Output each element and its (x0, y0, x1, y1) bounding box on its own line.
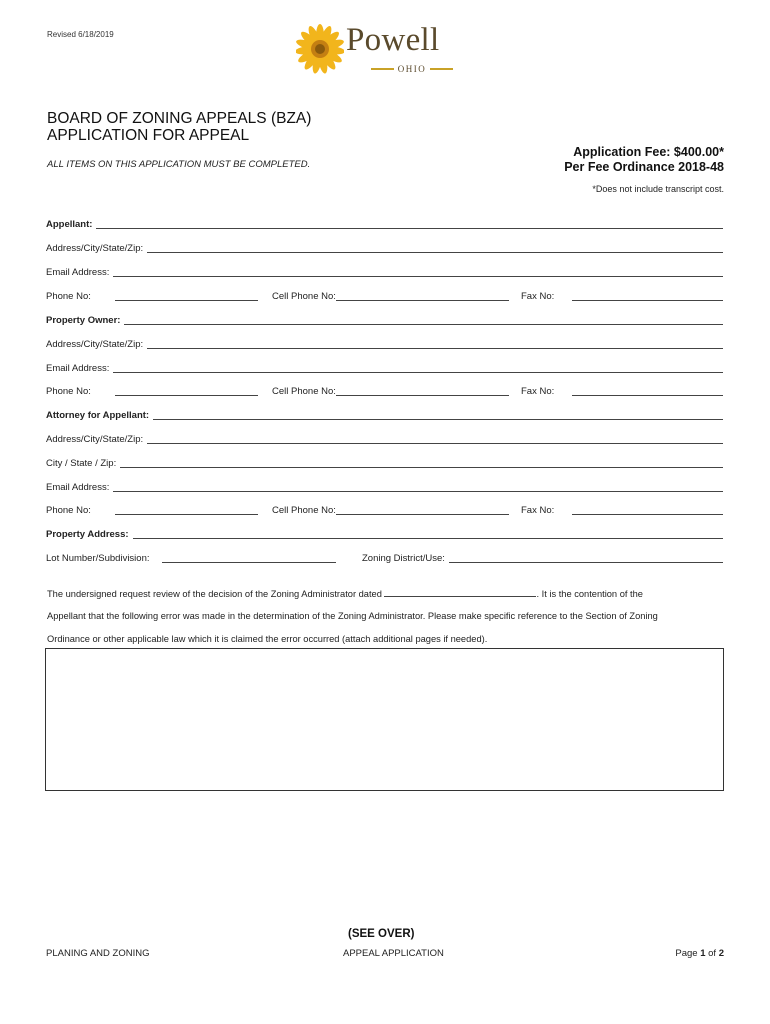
appellant-email-row (46, 264, 723, 278)
attorney-email-field[interactable] (113, 482, 723, 492)
owner-row (46, 312, 723, 326)
page-prefix: Page (675, 948, 698, 959)
appellant-phone-field[interactable] (115, 291, 258, 301)
attorney-label: Attorney for Appellant: (46, 410, 150, 421)
appellant-address-row (46, 240, 723, 254)
error-description-box[interactable] (45, 648, 724, 791)
sunflower-icon (296, 22, 344, 76)
review-request-text: The undersigned request review of the decision of the Zoning Administrator dated (47, 589, 382, 599)
lot-zoning-row (46, 550, 723, 564)
attorney-fax-field[interactable] (572, 505, 723, 515)
attorney-cell-field[interactable] (336, 505, 509, 515)
review-request-line (47, 587, 643, 599)
revised-date: Revised 6/18/2019 (47, 30, 114, 39)
lot-field[interactable] (162, 553, 337, 563)
fee-amount: Application Fee: $400.00* (573, 145, 724, 159)
attorney-field[interactable] (153, 410, 723, 420)
form-title (47, 110, 311, 144)
attorney-city-field[interactable] (120, 458, 723, 468)
error-statement-line: Appellant that the following error was made in the determination of the Zoning Administrator. Please make specific reference to the Section of Zoning (47, 611, 658, 621)
appellant-phone-row (46, 288, 723, 302)
lot-label: Lot Number/Subdivision: (46, 553, 150, 564)
logo-state-text: OHIO (397, 64, 427, 74)
attorney-phone-field[interactable] (115, 505, 258, 515)
attorney-fax-label: Fax No: (521, 505, 555, 516)
zoning-district-field[interactable] (449, 553, 723, 563)
property-address-label: Property Address: (46, 529, 129, 540)
property-address-row (46, 526, 723, 540)
footer-department: PLANING AND ZONING (46, 948, 150, 959)
contention-text: . It is the contention of the (536, 589, 643, 599)
property-address-field[interactable] (133, 529, 723, 539)
powell-logo (296, 20, 476, 80)
owner-cell-field[interactable] (336, 386, 509, 396)
appellant-fax-field[interactable] (572, 291, 723, 301)
owner-phone-label: Phone No: (46, 386, 91, 397)
attorney-cell-label: Cell Phone No: (272, 505, 336, 516)
appellant-address-field[interactable] (147, 243, 723, 253)
title-line-1: BOARD OF ZONING APPEALS (BZA) (47, 110, 312, 127)
fee-ordinance: Per Fee Ordinance 2018-48 (564, 160, 724, 174)
owner-cell-label: Cell Phone No: (272, 386, 336, 397)
appellant-field[interactable] (96, 219, 723, 229)
attorney-city-label: City / State / Zip: (46, 458, 117, 469)
appellant-phone-label: Phone No: (46, 291, 91, 302)
owner-address-label: Address/City/State/Zip: (46, 339, 144, 350)
appellant-email-field[interactable] (113, 267, 723, 277)
ordinance-reference-line: Ordinance or other applicable law which it is claimed the error occurred (attach additional pages if needed). (47, 634, 488, 644)
owner-label: Property Owner: (46, 315, 121, 326)
owner-phone-field[interactable] (115, 386, 258, 396)
attorney-city-row (46, 455, 723, 469)
attorney-email-label: Email Address: (46, 482, 110, 493)
appellant-email-label: Email Address: (46, 267, 110, 278)
owner-email-label: Email Address: (46, 363, 110, 374)
footer-page-number (675, 948, 724, 959)
appellant-label: Appellant: (46, 219, 93, 230)
zoning-district-label: Zoning District/Use: (362, 553, 445, 564)
decision-date-field[interactable] (384, 587, 536, 597)
title-line-2: APPLICATION FOR APPEAL (47, 127, 250, 144)
fee-note: *Does not include transcript cost. (592, 184, 724, 194)
owner-fax-label: Fax No: (521, 386, 555, 397)
see-over-note: (SEE OVER) (348, 928, 415, 940)
owner-email-row (46, 360, 723, 374)
application-fee (564, 145, 724, 175)
completion-notice: ALL ITEMS ON THIS APPLICATION MUST BE COMPLETED. (47, 159, 311, 170)
owner-field[interactable] (124, 315, 723, 325)
attorney-phone-label: Phone No: (46, 505, 91, 516)
attorney-address-field[interactable] (147, 434, 723, 444)
attorney-row (46, 407, 723, 421)
owner-email-field[interactable] (113, 363, 723, 373)
attorney-email-row (46, 479, 723, 493)
logo-state (371, 64, 453, 74)
footer-document-name: APPEAL APPLICATION (343, 948, 444, 959)
owner-fax-field[interactable] (572, 386, 723, 396)
logo-wordmark: Powell (346, 22, 440, 58)
appellant-address-label: Address/City/State/Zip: (46, 243, 144, 254)
page-current: 1 (700, 948, 706, 959)
appellant-fax-label: Fax No: (521, 291, 555, 302)
owner-phone-row (46, 383, 723, 397)
owner-address-field[interactable] (147, 339, 723, 349)
page-total: 2 (718, 948, 724, 959)
owner-address-row (46, 336, 723, 350)
appellant-row (46, 216, 723, 230)
page-of: of (708, 948, 717, 959)
attorney-phone-row (46, 502, 723, 516)
attorney-address-row (46, 431, 723, 445)
appellant-cell-field[interactable] (336, 291, 509, 301)
attorney-address-label: Address/City/State/Zip: (46, 434, 144, 445)
appellant-cell-label: Cell Phone No: (272, 291, 336, 302)
